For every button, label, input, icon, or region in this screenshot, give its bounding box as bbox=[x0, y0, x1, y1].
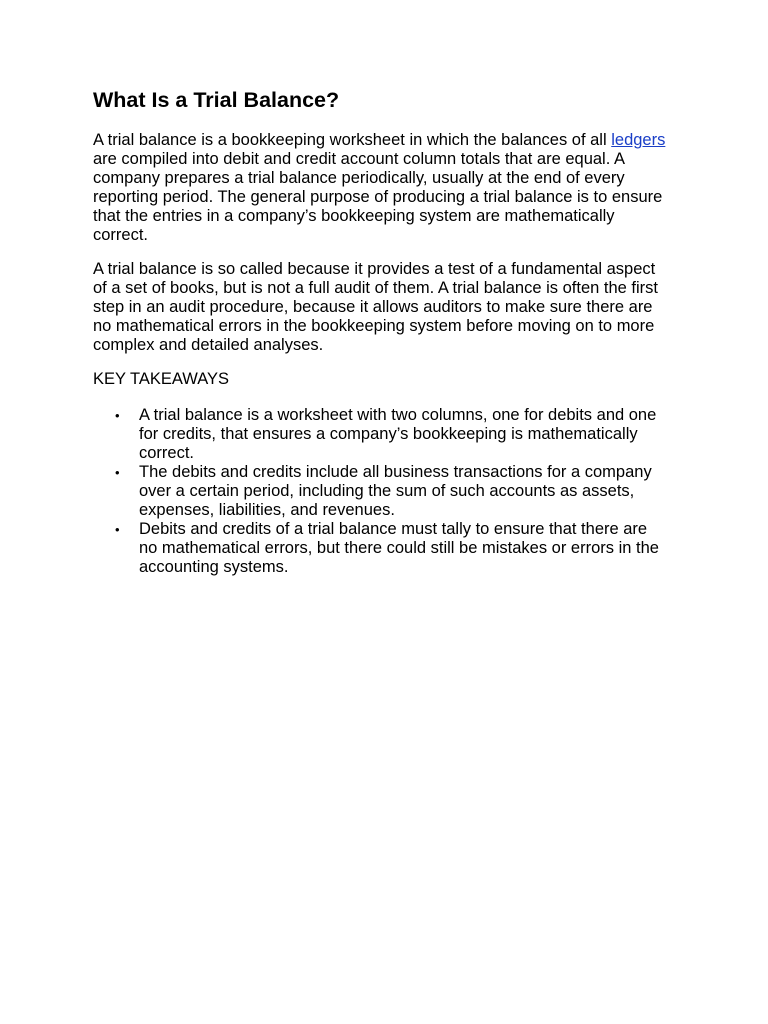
takeaway-text: The debits and credits include all business transactions for a company over a certain period, including the sum of such accounts as assets, expenses, liabilities, and revenues. bbox=[139, 463, 652, 519]
list-item bbox=[93, 406, 668, 463]
bullet-icon: • bbox=[115, 522, 120, 537]
bullet-icon: • bbox=[115, 465, 120, 480]
list-item bbox=[93, 463, 668, 520]
list-item bbox=[93, 520, 668, 577]
ledgers-link[interactable]: ledgers bbox=[611, 131, 666, 149]
takeaways-list bbox=[93, 406, 668, 577]
takeaway-text: A trial balance is a worksheet with two columns, one for debits and one for credits, that ensures a company’s bookkeeping is mathematically correct. bbox=[139, 406, 657, 462]
page-title: What Is a Trial Balance? bbox=[93, 88, 340, 112]
explanation-paragraph: A trial balance is so called because it provides a test of a fundamental aspect of a set of books, but is not a full audit of them. A trial balance is often the first step in an audit procedure, because it allows auditors to make sure there are no mathematical errors in the bookkeeping system before moving on to more complex and detailed analyses. bbox=[93, 260, 658, 354]
takeaway-text: Debits and credits of a trial balance must tally to ensure that there are no mathematical errors, but there could still be mistakes or errors in the accounting systems. bbox=[139, 520, 659, 576]
intro-text-after-link: are compiled into debit and credit account column totals that are equal. A company prepares a trial balance periodically, usually at the end of every reporting period. The general purpose of producing a trial balance is to ensure that the entries in a company’s bookkeeping system are mathematically correct. bbox=[93, 150, 663, 244]
key-takeaways-heading: KEY TAKEAWAYS bbox=[93, 370, 230, 388]
bullet-icon: • bbox=[115, 408, 120, 423]
intro-text-before-link: A trial balance is a bookkeeping worksheet in which the balances of all bbox=[93, 131, 612, 149]
intro-paragraph bbox=[93, 131, 668, 245]
document-page bbox=[93, 86, 668, 577]
